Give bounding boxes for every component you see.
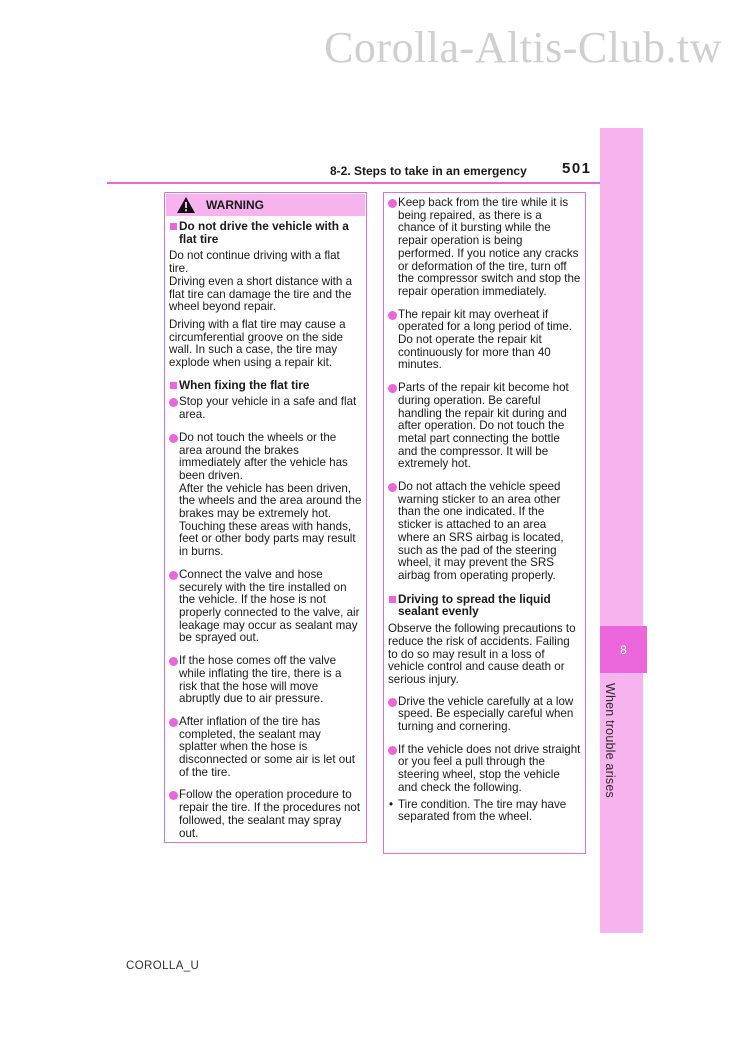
page-number: 501: [562, 160, 592, 177]
round-bullet-icon: [169, 657, 178, 666]
list-item: Do not attach the vehicle speed warning sticker to an area other than the one indicated. If the sticker is attached to an area where an SRS airbag is located, such as the pad of the steering wheel, it may prevent the SRS airbag from operating properly.: [388, 481, 581, 583]
warning-label: WARNING: [206, 197, 264, 212]
round-bullet-icon: [388, 698, 397, 707]
list-item: The repair kit may overheat if operated for a long period of time. Do not operate the repair kit continuously for more than 40 minutes.: [388, 309, 581, 373]
list-item: If the vehicle does not drive straight or you feel a pull through the steering wheel, stop the vehicle and check the following.: [388, 744, 581, 795]
square-bullet-icon: [170, 382, 177, 389]
square-bullet-icon: [170, 223, 177, 230]
square-bullet-icon: [389, 596, 396, 603]
list-item: Drive the vehicle carefully at a low speed. Be especially careful when turning and cornering.: [388, 696, 581, 734]
round-bullet-icon: [388, 483, 397, 492]
round-bullet-icon: [388, 311, 397, 320]
round-bullet-icon: [388, 384, 397, 393]
list-item: Parts of the repair kit become hot during operation. Be careful handling the repair kit during and after operation. Do not touch the metal part connecting the bottle and the compressor. It will be extremely hot.: [388, 382, 581, 471]
footer-code: COROLLA_U: [126, 960, 200, 972]
list-item: Keep back from the tire while it is being repaired, as there is a chance of it bursting while the repair operation is being performed. If you notice any cracks or deformation of the tire, turn off the compressor switch and stop the repair operation immediately.: [388, 197, 581, 299]
section-title: 8-2. Steps to take in an emergency: [330, 164, 527, 178]
subheading: Do not drive the vehicle with a flat tire: [169, 220, 362, 245]
list-item: Follow the operation procedure to repair the tire. If the procedures not followed, the sealant may spray out.: [169, 789, 362, 840]
subheading: When fixing the flat tire: [169, 379, 362, 392]
round-bullet-icon: [169, 571, 178, 580]
header-rule: [107, 182, 600, 184]
round-bullet-icon: [388, 746, 397, 755]
warning-triangle-icon: [176, 196, 196, 214]
sub-bullet-marker: •: [389, 797, 394, 811]
paragraph: Observe the following precautions to reduce the risk of accidents. Failing to do so may result in a loss of vehicle control and cause death or serious injury.: [388, 622, 576, 686]
paragraph: Driving with a flat tire may cause a circumferential groove on the side wall. In such a case, the tire may explode when using a repair kit.: [169, 317, 346, 370]
list-item: Connect the valve and hose securely with the tire installed on the vehicle. If the hose is not properly connected to the valve, air leakage may occur as sealant may be sprayed out.: [169, 569, 362, 645]
subheading: Driving to spread the liquid sealant evenly: [388, 593, 581, 618]
round-bullet-icon: [169, 718, 178, 727]
side-tab: [600, 128, 643, 933]
round-bullet-icon: [169, 398, 178, 407]
list-item: Stop your vehicle in a safe and flat area.: [169, 396, 362, 421]
paragraph: Do not continue driving with a flat tire.: [169, 249, 340, 276]
round-bullet-icon: [169, 791, 178, 800]
chapter-number: 8: [600, 626, 647, 673]
warning-box-right: [383, 192, 586, 854]
round-bullet-icon: [388, 199, 397, 208]
list-item: After inflation of the tire has completed, the sealant may splatter when the hose is disconnected or some air is let out of the tire.: [169, 716, 362, 780]
list-item: Do not touch the wheels or the area around the brakes immediately after the vehicle has been driven. After the vehicle has been driven, the wheels and the area around the brakes may be extremely hot. Touching these areas with hands, feet or other body parts may result in burns.: [169, 432, 362, 559]
chapter-label: When trouble arises: [603, 683, 617, 798]
watermark: Corolla-Altis-Club.tw: [324, 23, 722, 72]
paragraph: Driving even a short distance with a flat tire can damage the tire and the wheel beyond repair.: [169, 274, 353, 314]
warning-header: [166, 194, 365, 216]
round-bullet-icon: [169, 434, 178, 443]
list-item: If the hose comes off the valve while inflating the tire, there is a risk that the hose will move abruptly due to air pressure.: [169, 655, 362, 706]
sub-list-item: • Tire condition. The tire may have separated from the wheel.: [389, 797, 567, 824]
warning-box-left: [164, 192, 367, 843]
